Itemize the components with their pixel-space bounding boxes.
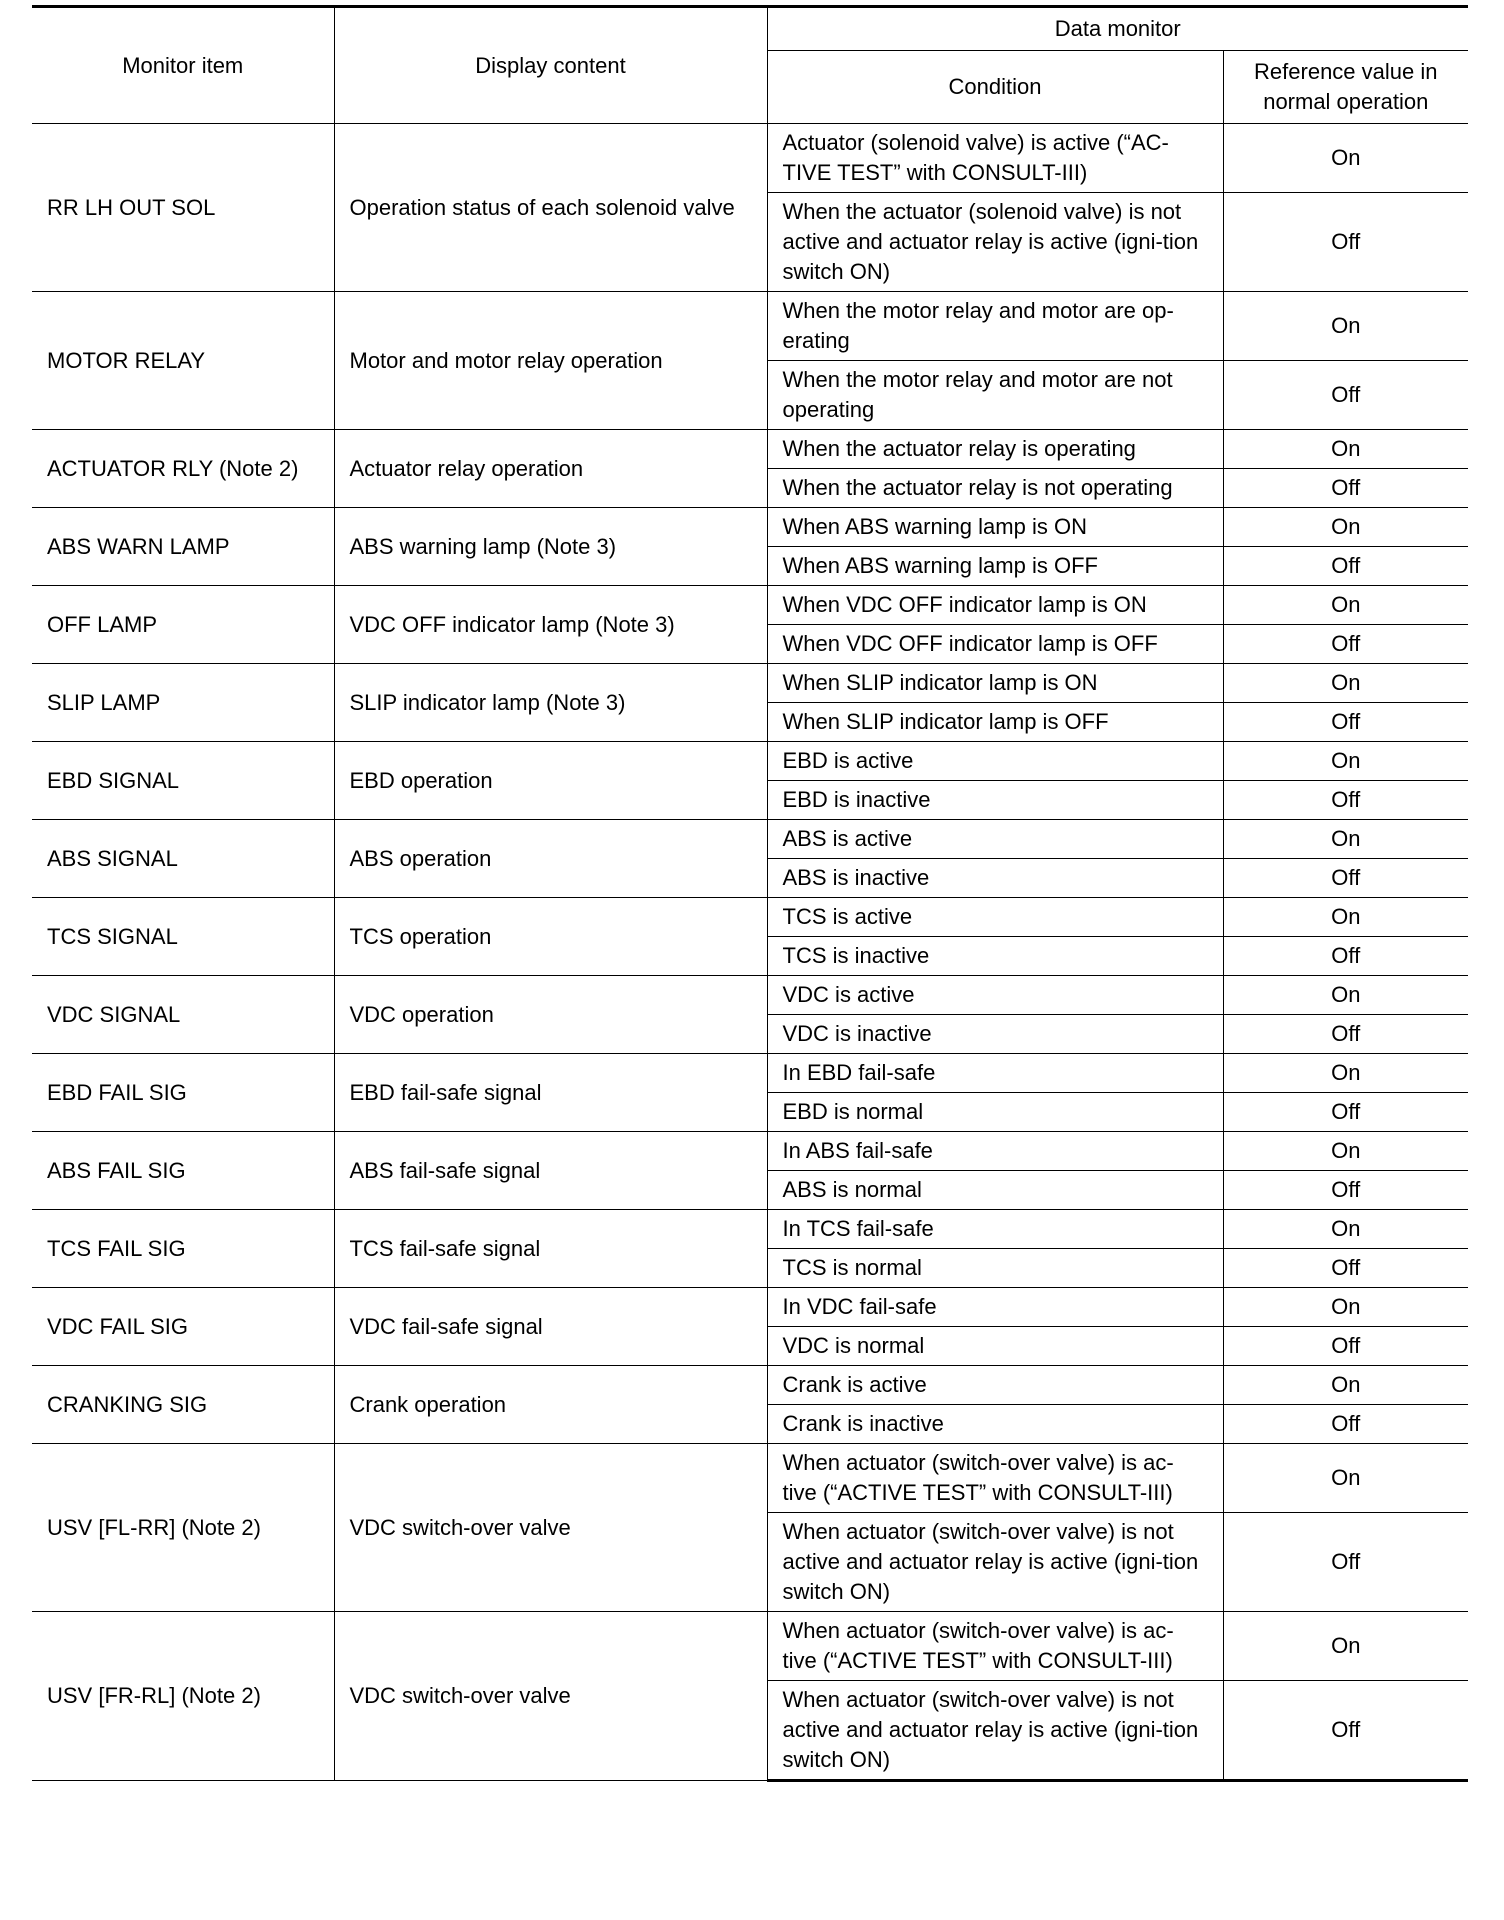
table-row bbox=[32, 664, 1468, 703]
table-row bbox=[32, 1288, 1468, 1327]
display-content-cell: Actuator relay operation bbox=[334, 430, 767, 508]
reference-value-cell: Off bbox=[1223, 361, 1468, 430]
reference-value-cell: On bbox=[1223, 1612, 1468, 1681]
reference-value-cell: Off bbox=[1223, 1513, 1468, 1612]
header-data-monitor: Data monitor bbox=[767, 7, 1468, 51]
display-content-cell: EBD fail-safe signal bbox=[334, 1054, 767, 1132]
condition-cell: TCS is active bbox=[767, 898, 1223, 937]
reference-value-cell: Off bbox=[1223, 1015, 1468, 1054]
table-row bbox=[32, 508, 1468, 547]
condition-cell: VDC is normal bbox=[767, 1327, 1223, 1366]
monitor-item-cell: RR LH OUT SOL bbox=[32, 124, 334, 292]
display-content-cell: ABS fail-safe signal bbox=[334, 1132, 767, 1210]
reference-value-cell: On bbox=[1223, 742, 1468, 781]
monitor-item-cell: CRANKING SIG bbox=[32, 1366, 334, 1444]
table-row bbox=[32, 742, 1468, 781]
condition-cell: When VDC OFF indicator lamp is OFF bbox=[767, 625, 1223, 664]
table-row bbox=[32, 1054, 1468, 1093]
reference-value-cell: Off bbox=[1223, 469, 1468, 508]
reference-value-cell: On bbox=[1223, 820, 1468, 859]
reference-value-cell: Off bbox=[1223, 1249, 1468, 1288]
display-content-cell: TCS operation bbox=[334, 898, 767, 976]
table-row bbox=[32, 898, 1468, 937]
condition-cell: When the motor relay and motor are op-erating bbox=[767, 292, 1223, 361]
reference-value-cell: On bbox=[1223, 124, 1468, 193]
monitor-item-cell: OFF LAMP bbox=[32, 586, 334, 664]
display-content-cell: VDC switch-over valve bbox=[334, 1612, 767, 1781]
reference-value-cell: Off bbox=[1223, 1093, 1468, 1132]
display-content-cell: Motor and motor relay operation bbox=[334, 292, 767, 430]
reference-value-cell: On bbox=[1223, 1054, 1468, 1093]
monitor-item-cell: ABS WARN LAMP bbox=[32, 508, 334, 586]
data-monitor-table-container bbox=[32, 5, 1468, 1782]
condition-cell: When the motor relay and motor are not operating bbox=[767, 361, 1223, 430]
reference-value-cell: On bbox=[1223, 1210, 1468, 1249]
display-content-cell: VDC switch-over valve bbox=[334, 1444, 767, 1612]
display-content-cell: Crank operation bbox=[334, 1366, 767, 1444]
monitor-item-cell: VDC SIGNAL bbox=[32, 976, 334, 1054]
reference-value-cell: On bbox=[1223, 1132, 1468, 1171]
display-content-cell: Operation status of each solenoid valve bbox=[334, 124, 767, 292]
reference-value-cell: Off bbox=[1223, 625, 1468, 664]
table-row bbox=[32, 292, 1468, 361]
reference-value-cell: On bbox=[1223, 664, 1468, 703]
condition-cell: In EBD fail-safe bbox=[767, 1054, 1223, 1093]
table-row bbox=[32, 1366, 1468, 1405]
monitor-item-cell: TCS FAIL SIG bbox=[32, 1210, 334, 1288]
table-row bbox=[32, 820, 1468, 859]
reference-value-cell: Off bbox=[1223, 1405, 1468, 1444]
display-content-cell: SLIP indicator lamp (Note 3) bbox=[334, 664, 767, 742]
condition-cell: When the actuator relay is not operating bbox=[767, 469, 1223, 508]
condition-cell: When the actuator (solenoid valve) is not active and actuator relay is active (igni-tion switch ON) bbox=[767, 193, 1223, 292]
condition-cell: EBD is inactive bbox=[767, 781, 1223, 820]
monitor-item-cell: SLIP LAMP bbox=[32, 664, 334, 742]
condition-cell: In ABS fail-safe bbox=[767, 1132, 1223, 1171]
reference-value-cell: On bbox=[1223, 430, 1468, 469]
condition-cell: When SLIP indicator lamp is OFF bbox=[767, 703, 1223, 742]
reference-value-cell: On bbox=[1223, 976, 1468, 1015]
table-row bbox=[32, 1444, 1468, 1513]
condition-cell: VDC is inactive bbox=[767, 1015, 1223, 1054]
condition-cell: Crank is active bbox=[767, 1366, 1223, 1405]
display-content-cell: VDC operation bbox=[334, 976, 767, 1054]
condition-cell: When actuator (switch-over valve) is ac-tive (“ACTIVE TEST” with CONSULT-III) bbox=[767, 1444, 1223, 1513]
condition-cell: When the actuator relay is operating bbox=[767, 430, 1223, 469]
reference-value-cell: On bbox=[1223, 508, 1468, 547]
condition-cell: When actuator (switch-over valve) is ac-tive (“ACTIVE TEST” with CONSULT-III) bbox=[767, 1612, 1223, 1681]
condition-cell: EBD is normal bbox=[767, 1093, 1223, 1132]
reference-value-cell: Off bbox=[1223, 859, 1468, 898]
condition-cell: In TCS fail-safe bbox=[767, 1210, 1223, 1249]
condition-cell: Actuator (solenoid valve) is active (“AC-TIVE TEST” with CONSULT-III) bbox=[767, 124, 1223, 193]
display-content-cell: ABS operation bbox=[334, 820, 767, 898]
condition-cell: TCS is normal bbox=[767, 1249, 1223, 1288]
header-condition: Condition bbox=[767, 51, 1223, 124]
monitor-item-cell: ACTUATOR RLY (Note 2) bbox=[32, 430, 334, 508]
header-reference-value: Reference value in normal operation bbox=[1223, 51, 1468, 124]
condition-cell: ABS is inactive bbox=[767, 859, 1223, 898]
reference-value-cell: Off bbox=[1223, 937, 1468, 976]
table-row bbox=[32, 976, 1468, 1015]
reference-value-cell: On bbox=[1223, 1288, 1468, 1327]
condition-cell: VDC is active bbox=[767, 976, 1223, 1015]
reference-value-cell: Off bbox=[1223, 1681, 1468, 1781]
display-content-cell: ABS warning lamp (Note 3) bbox=[334, 508, 767, 586]
table-row bbox=[32, 124, 1468, 193]
monitor-item-cell: VDC FAIL SIG bbox=[32, 1288, 334, 1366]
reference-value-cell: On bbox=[1223, 586, 1468, 625]
header-display-content: Display content bbox=[334, 7, 767, 124]
monitor-item-cell: ABS FAIL SIG bbox=[32, 1132, 334, 1210]
condition-cell: When actuator (switch-over valve) is not active and actuator relay is active (igni-tion switch ON) bbox=[767, 1513, 1223, 1612]
monitor-item-cell: EBD FAIL SIG bbox=[32, 1054, 334, 1132]
reference-value-cell: Off bbox=[1223, 193, 1468, 292]
table-row bbox=[32, 1132, 1468, 1171]
condition-cell: When VDC OFF indicator lamp is ON bbox=[767, 586, 1223, 625]
condition-cell: TCS is inactive bbox=[767, 937, 1223, 976]
condition-cell: When actuator (switch-over valve) is not active and actuator relay is active (igni-tion switch ON) bbox=[767, 1681, 1223, 1781]
reference-value-cell: On bbox=[1223, 1444, 1468, 1513]
reference-value-cell: On bbox=[1223, 1366, 1468, 1405]
reference-value-cell: On bbox=[1223, 898, 1468, 937]
display-content-cell: VDC OFF indicator lamp (Note 3) bbox=[334, 586, 767, 664]
data-monitor-table bbox=[32, 5, 1468, 1782]
condition-cell: ABS is normal bbox=[767, 1171, 1223, 1210]
condition-cell: When ABS warning lamp is OFF bbox=[767, 547, 1223, 586]
table-body bbox=[32, 124, 1468, 1781]
header-monitor-item: Monitor item bbox=[32, 7, 334, 124]
table-row bbox=[32, 1612, 1468, 1681]
condition-cell: In VDC fail-safe bbox=[767, 1288, 1223, 1327]
reference-value-cell: Off bbox=[1223, 703, 1468, 742]
monitor-item-cell: TCS SIGNAL bbox=[32, 898, 334, 976]
table-row bbox=[32, 1210, 1468, 1249]
condition-cell: EBD is active bbox=[767, 742, 1223, 781]
display-content-cell: VDC fail-safe signal bbox=[334, 1288, 767, 1366]
table-row bbox=[32, 430, 1468, 469]
reference-value-cell: Off bbox=[1223, 1327, 1468, 1366]
reference-value-cell: On bbox=[1223, 292, 1468, 361]
condition-cell: When ABS warning lamp is ON bbox=[767, 508, 1223, 547]
display-content-cell: TCS fail-safe signal bbox=[334, 1210, 767, 1288]
monitor-item-cell: MOTOR RELAY bbox=[32, 292, 334, 430]
display-content-cell: EBD operation bbox=[334, 742, 767, 820]
monitor-item-cell: ABS SIGNAL bbox=[32, 820, 334, 898]
monitor-item-cell: USV [FR-RL] (Note 2) bbox=[32, 1612, 334, 1781]
table-row bbox=[32, 586, 1468, 625]
reference-value-cell: Off bbox=[1223, 781, 1468, 820]
reference-value-cell: Off bbox=[1223, 1171, 1468, 1210]
condition-cell: ABS is active bbox=[767, 820, 1223, 859]
monitor-item-cell: EBD SIGNAL bbox=[32, 742, 334, 820]
reference-value-cell: Off bbox=[1223, 547, 1468, 586]
condition-cell: When SLIP indicator lamp is ON bbox=[767, 664, 1223, 703]
condition-cell: Crank is inactive bbox=[767, 1405, 1223, 1444]
monitor-item-cell: USV [FL-RR] (Note 2) bbox=[32, 1444, 334, 1612]
